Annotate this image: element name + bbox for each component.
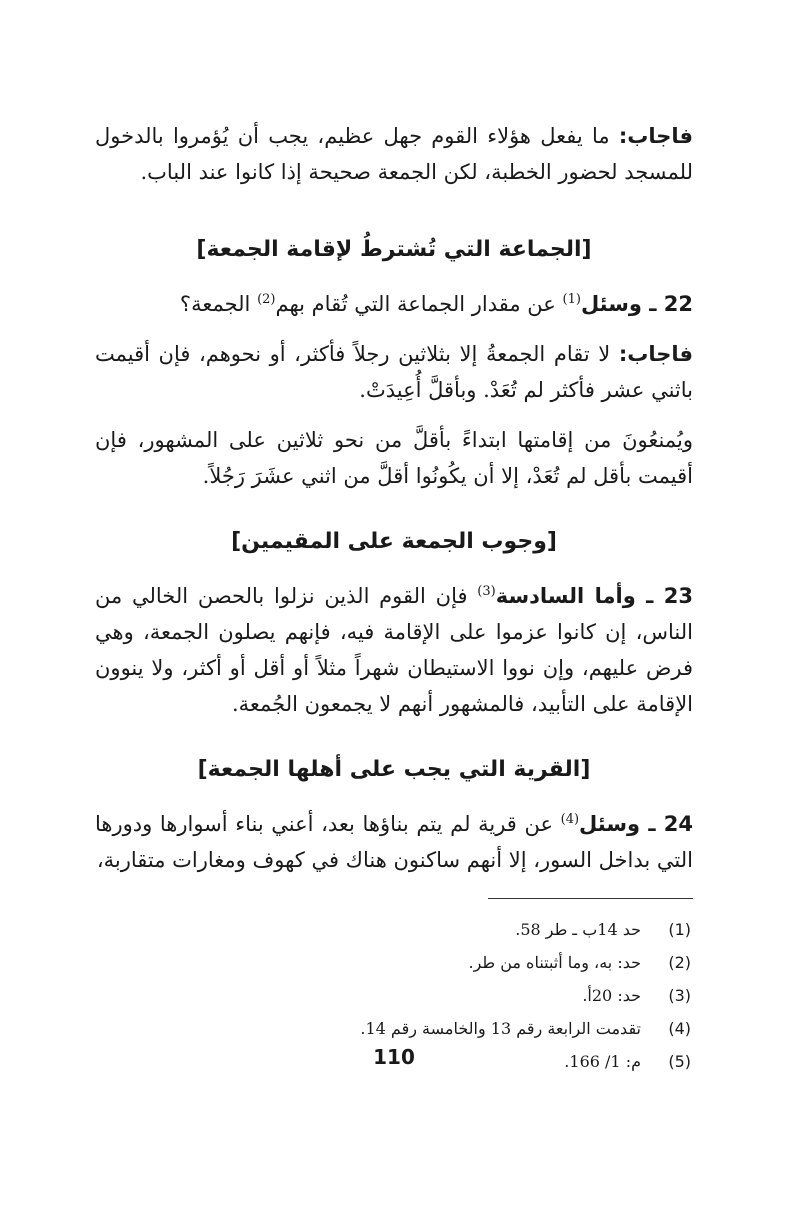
footnote-number: (2) [668, 953, 691, 972]
section-heading-village: [القرية التي يجب على أهلها الجمعة] [197, 757, 591, 782]
question-text: عن قرية لم يتم بناؤها بعد، أعني بناء أسوارها ودورها التي بداخل السور، إلا أنهم ساكنون هناك في كهوف ومغارات متقاربة، [95, 812, 693, 872]
page-body [95, 118, 693, 1078]
answer-text: ما يفعل هؤلاء القوم جهل عظيم، يجب أن يُؤمروا بالدخول للمسجد لحضور الخطبة، لكن الجمعة صحيحة إذا كانوا عند الباب. [95, 124, 693, 184]
section-heading-quorum: [الجماعة التي تُشترطُ لإقامة الجمعة] [196, 237, 592, 262]
answer-text: لا تقام الجمعةُ إلا بثلاثين رجلاً فأكثر، أو نحوهم، فإن أقيمت باثني عشر فأكثر لم تُعَدْ. وبأقلَّ أُعِيدَتْ. [95, 342, 693, 402]
footnote [95, 1012, 693, 1045]
question-24 [95, 806, 693, 878]
question-23 [95, 578, 693, 722]
section-heading-residents: [وجوب الجمعة على المقيمين] [231, 529, 557, 554]
footnote [95, 913, 693, 946]
answer-lead: فاجاب: [618, 342, 693, 366]
footnote-ref-2: (2) [257, 292, 276, 307]
footnote-text: تقدمت الرابعة رقم 13 والخامسة رقم 14. [360, 1019, 641, 1038]
paragraph-prohibition: ويُمنعُونَ من إقامتها ابتداءً بأقلَّ من نحو ثلاثين على المشهور، فإن أقيمت بأقل لم تُعَدْ، إلا أن يكُونُوا أقلَّ من اثني عشَرَ رَجُلاً. [95, 428, 693, 488]
footnote [95, 946, 693, 979]
page-number: 110 [373, 1045, 415, 1069]
question-text-end: الجمعة؟ [179, 292, 258, 316]
question-22 [95, 286, 693, 322]
question-text: فإن القوم الذين نزلوا بالحصن الخالي من الناس، إن كانوا عزموا على الإقامة فيه، فإنهم يصلون الجمعة، وهي فرض عليهم، وإن نووا الاستيطان شهراً مثلاً أو أقل أو أكثر، ولا ينوون الإقامة على التأبيد، فالمشهور أنهم لا يجمعون الجُمعة. [95, 584, 693, 716]
footnote-text: حد: 20أ. [582, 986, 641, 1005]
answer-lead: فاجاب: [618, 124, 693, 148]
footnote-text: حد: به، وما أثبتناه من طر. [468, 953, 641, 972]
footnote [95, 979, 693, 1012]
footnote-number: (5) [668, 1052, 691, 1071]
question-lead: 24 ـ وسئل [579, 812, 693, 836]
question-lead: 22 ـ وسئل [580, 292, 693, 316]
footnote-text: م: 1/ 166. [564, 1052, 641, 1071]
footnote-ref-1: (1) [562, 292, 581, 307]
footnote-divider [488, 898, 693, 899]
footnote-number: (3) [668, 986, 691, 1005]
question-text: عن مقدار الجماعة التي تُقام بهم [275, 292, 563, 316]
footnote-ref-4: (4) [560, 812, 580, 827]
question-lead: 23 ـ وأما السادسة [495, 584, 693, 608]
footnote-text: حد 14ب ـ طر 58. [515, 920, 641, 939]
footnote-number: (4) [668, 1019, 691, 1038]
paragraph-answer-1 [95, 118, 693, 190]
footnote-ref-3: (3) [477, 584, 496, 599]
answer-22 [95, 336, 693, 408]
footnote-number: (1) [668, 920, 691, 939]
